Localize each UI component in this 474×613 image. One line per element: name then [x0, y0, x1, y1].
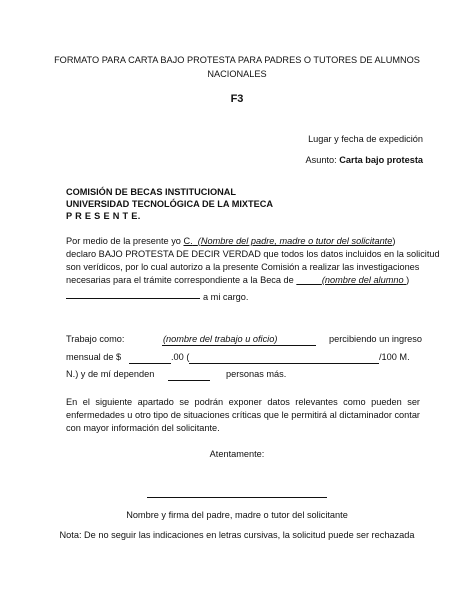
monthly-label: mensual de $: [66, 352, 122, 362]
monthly-end: /100 M.: [379, 352, 410, 362]
subject-value: Carta bajo protesta: [339, 155, 423, 165]
note-text: Nota: De no seguir las indicaciones en letras cursivas, la solicitud puede ser rechazada: [59, 530, 415, 540]
subject-line: [306, 155, 423, 167]
signature-caption: Nombre y firma del padre, madre o tutor del solicitante: [126, 510, 348, 520]
student-line-blank[interactable]: [66, 298, 200, 299]
student-name-hint: (nombre del alumno: [321, 275, 404, 285]
monthly-amount-field[interactable]: [129, 363, 171, 364]
document-title-line1: FORMATO PARA CARTA BAJO PROTESTA PARA PADRES O TUTORES DE ALUMNOS: [54, 55, 420, 65]
student-name-field[interactable]: [296, 275, 406, 285]
place-date-label: Lugar y fecha de expedición: [308, 134, 423, 144]
work-hint: (nombre del trabajo u oficio): [163, 334, 278, 344]
dependents-count-field[interactable]: [168, 380, 210, 381]
intro-text: Por medio de la presente yo: [66, 236, 181, 246]
monthly-cents: .00 (: [171, 352, 190, 362]
document-title-line2: NACIONALES: [207, 69, 267, 79]
parent-name-hint: (Nombre del padre, madre o tutor del solicitante: [197, 236, 393, 246]
scholarship-text: necesarias para el trámite correspondiente a la Beca de: [66, 275, 294, 285]
monthly-words-field[interactable]: [189, 363, 379, 364]
work-label: Trabajo como:: [66, 334, 125, 344]
recipient-line2: UNIVERSIDAD TECNOLÓGICA DE LA MIXTECA: [66, 199, 274, 209]
regards-label: Atentamente:: [209, 449, 265, 459]
signature-line[interactable]: [147, 497, 327, 498]
work-income-text: percibiendo un ingreso: [329, 334, 422, 344]
paragraph1-line2: declaro BAJO PROTESTA DE DECIR VERDAD que todos los datos incluidos en la solicitud: [66, 249, 440, 259]
paragraph1-line1: [66, 236, 395, 248]
paragraph1-line5: a mi cargo.: [203, 292, 249, 302]
paragraph1-line4: [66, 275, 409, 287]
title-prefix: C.: [183, 236, 193, 246]
paren-close: ): [392, 236, 396, 246]
paren-close-2: ): [406, 275, 410, 285]
parent-name-field[interactable]: [183, 236, 392, 246]
form-code: F3: [230, 93, 244, 105]
recipient-line1: COMISIÓN DE BECAS INSTITUCIONAL: [66, 187, 236, 197]
dependents-text-b: personas más.: [226, 369, 287, 379]
recipient-line3: P R E S E N T E.: [66, 211, 141, 221]
subject-label: Asunto:: [305, 155, 337, 165]
paragraph1-line3: son verídicos, por lo cual autorizo a la presente Comisión a realizar las investigaciones: [66, 262, 420, 272]
relevant-data-paragraph: En el siguiente apartado se podrán exponer datos relevantes como pueden ser enfermedades u otro tipo de situaciones críticas que le permitirá al dictaminador contar con mayor información del solicitante.: [66, 397, 420, 433]
dependents-text-a: N.) y de mí dependen: [66, 369, 155, 379]
